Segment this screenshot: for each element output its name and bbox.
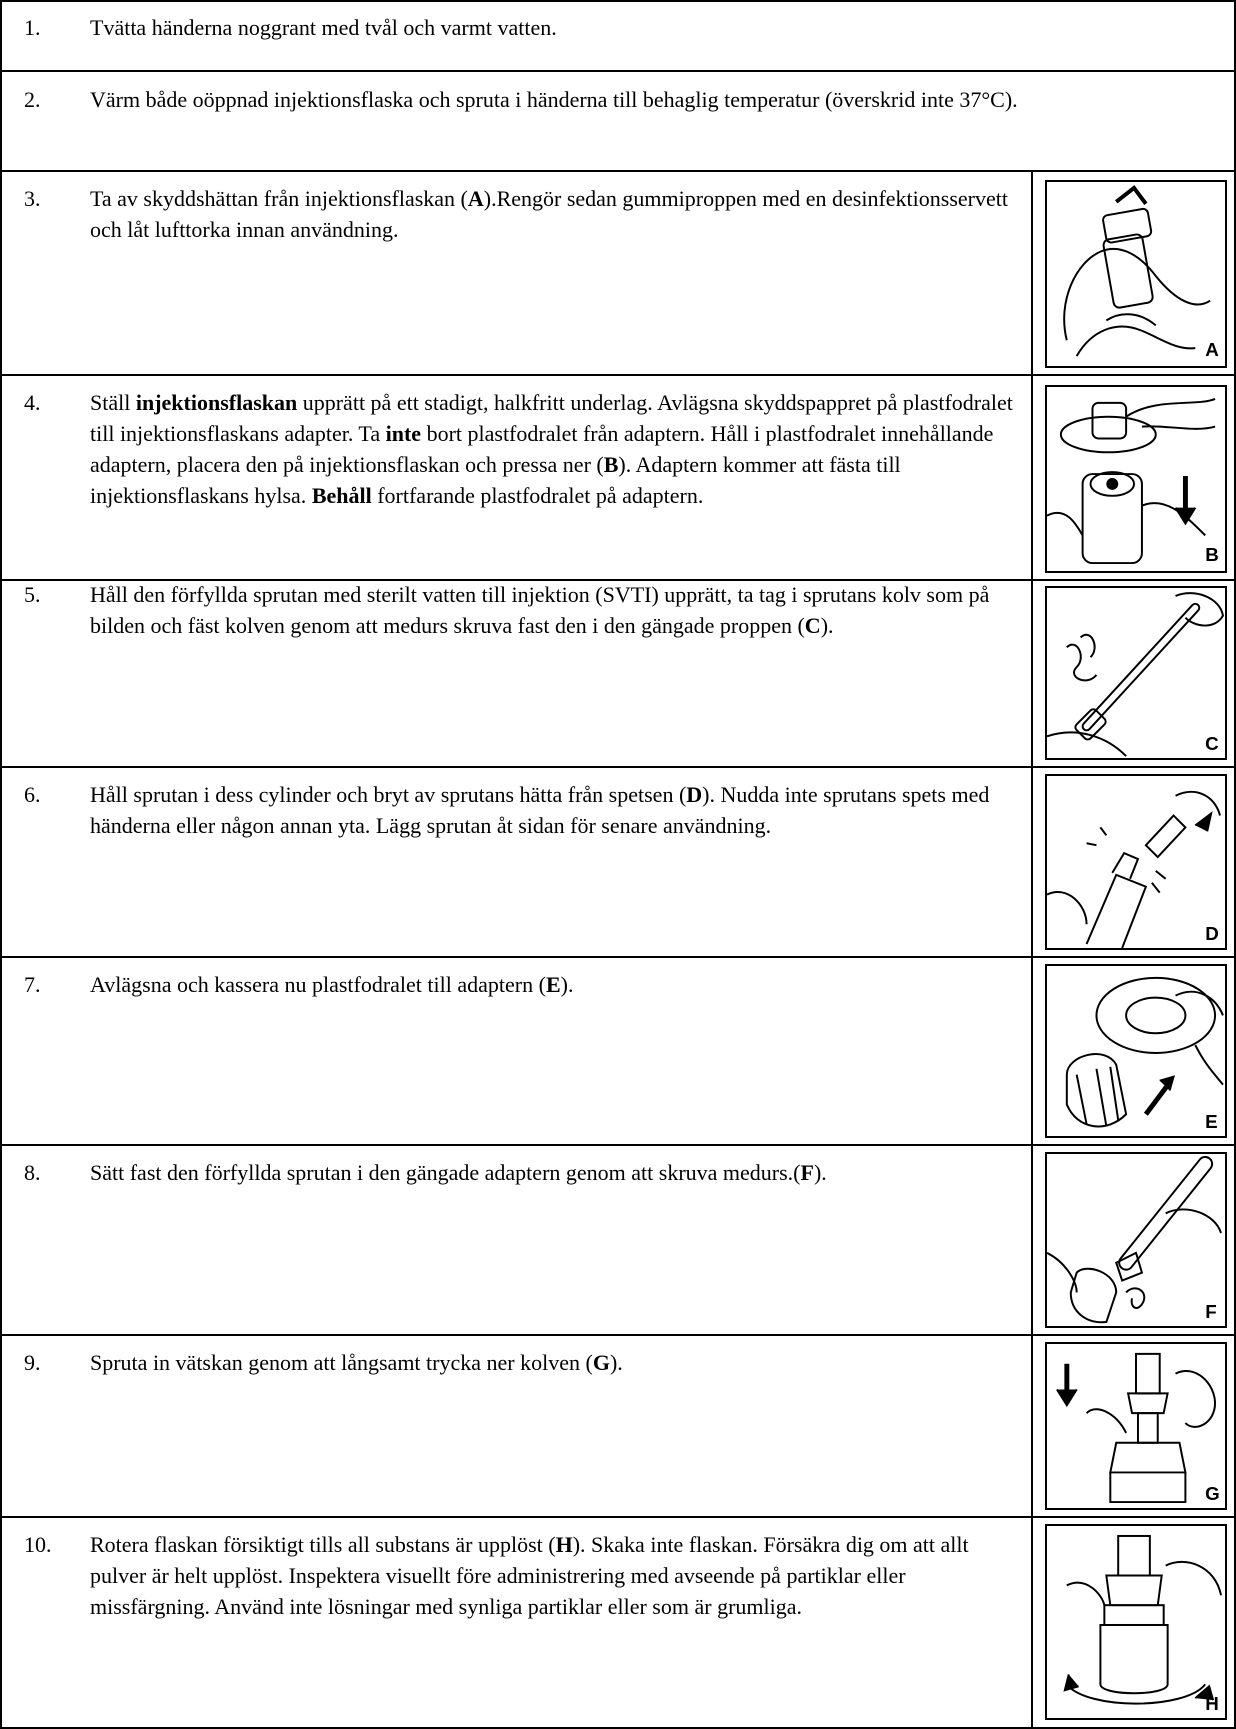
- remove-package-illustration: [1045, 964, 1227, 1138]
- step-number: 2.: [24, 87, 41, 112]
- step-number: 9.: [24, 1350, 41, 1375]
- step-text-run: Värm både oöppnad injektionsflaska och spruta i händerna till behaglig temperatur (överskrid inte 37°C).: [90, 87, 1018, 112]
- syringe-cap-break-illustration: [1045, 774, 1227, 950]
- figure-letter: G: [1205, 1483, 1220, 1505]
- step-text: [90, 1347, 1015, 1378]
- inject-liquid-illustration: [1045, 1342, 1227, 1510]
- step-text-run: ). Skaka inte flaskan. Försäkra dig om att allt pulver är helt upplöst. Inspektera visuellt före administrering med avseende på partiklar eller missfärgning. Använd inte lösningar med synliga partiklar eller som är grumliga.: [90, 1532, 969, 1619]
- step-text-bold: Behåll: [311, 483, 372, 508]
- step-text-run: Håll den förfyllda sprutan med sterilt vatten till injektion (SVTI) upprätt, ta tag i sprutans kolv som på bilden och fäst kolven genom att medurs skruva fast den i den gängade proppen (: [90, 582, 990, 638]
- step-text-bold: injektionsflaskan: [135, 390, 298, 415]
- step-number: 1.: [24, 15, 41, 40]
- row-divider: [0, 1144, 1236, 1146]
- row-divider: [0, 374, 1236, 376]
- step-text: [90, 12, 1220, 43]
- row-divider: [0, 1334, 1236, 1336]
- swirl-vial-illustration: [1045, 1524, 1227, 1720]
- step-text-run: Tvätta händerna noggrant med tvål och varmt vatten.: [90, 15, 557, 40]
- table-border-top: [0, 0, 1236, 2]
- step-text: [90, 1157, 1015, 1188]
- step-text-run: ).: [820, 613, 834, 638]
- figure-letter: H: [1205, 1693, 1219, 1715]
- step-text-run: Ställ: [90, 390, 136, 415]
- step-text-run: ). Nudda inte sprutans spets med händerna eller någon annan yta. Lägg sprutan åt sidan för senare användning.: [90, 782, 990, 838]
- step-text: [90, 387, 1015, 511]
- step-text-bold: D: [686, 782, 703, 807]
- step-number: 6.: [24, 782, 41, 807]
- step-text-bold: A: [467, 186, 484, 211]
- step-text-run: Sätt fast den förfyllda sprutan i den gängade adaptern genom att skruva medurs.(: [90, 1160, 801, 1185]
- step-text-run: fortfarande plastfodralet på adaptern.: [371, 483, 704, 508]
- step-text-run: ). Adaptern kommer att fästa till injektionsflaskans hylsa.: [90, 452, 901, 508]
- step-number: 7.: [24, 972, 41, 997]
- step-text-bold: inte: [385, 421, 422, 446]
- step-text: [90, 579, 1015, 641]
- step-text-run: Ta av skyddshättan från injektionsflaskan (: [90, 186, 468, 211]
- step-text-bold: F: [800, 1160, 814, 1185]
- step-text-bold: G: [592, 1350, 610, 1375]
- step-text-bold: E: [545, 972, 561, 997]
- image-column-divider: [1031, 170, 1033, 1729]
- row-divider: [0, 170, 1236, 172]
- step-number: 10.: [24, 1532, 52, 1557]
- figure-letter: F: [1205, 1301, 1217, 1323]
- row-divider: [0, 1516, 1236, 1518]
- table-border-left: [0, 0, 2, 1729]
- step-number: 8.: [24, 1160, 41, 1185]
- step-text-run: Spruta in vätskan genom att långsamt trycka ner kolven (: [90, 1350, 593, 1375]
- step-number: 5.: [24, 582, 41, 607]
- attach-syringe-illustration: [1045, 1152, 1227, 1328]
- figure-letter: D: [1205, 923, 1219, 945]
- step-text-run: Håll sprutan i dess cylinder och bryt av sprutans hätta från spetsen (: [90, 782, 687, 807]
- step-text: [90, 969, 1015, 1000]
- step-text: [90, 84, 1220, 115]
- figure-letter: B: [1205, 544, 1219, 566]
- figure-letter: C: [1205, 733, 1219, 755]
- step-text-bold: B: [603, 452, 619, 477]
- step-number: 3.: [24, 186, 41, 211]
- step-text-bold: C: [804, 613, 821, 638]
- row-divider: [0, 70, 1236, 72]
- step-number: 4.: [24, 390, 41, 415]
- plunger-screw-illustration: [1045, 586, 1227, 760]
- step-text-run: Rotera flaskan försiktigt tills all substans är upplöst (: [90, 1532, 556, 1557]
- step-text-run: Avlägsna och kassera nu plastfodralet till adaptern (: [90, 972, 546, 997]
- step-text-run: ).: [560, 972, 574, 997]
- step-text-run: upprätt på ett stadigt, halkfritt underlag. Avlägsna skyddspappret på plastfodralet till injektionsflaskans adapter. Ta: [90, 390, 1013, 446]
- step-text-run: bort plastfodralet från adaptern. Håll i plastfodralet innehållande adaptern, placera den på injektionsflaskan och pressa ner (: [90, 421, 994, 477]
- step-text: [90, 183, 1015, 245]
- step-text: [90, 1529, 1015, 1622]
- row-divider: [0, 766, 1236, 768]
- row-divider: [0, 956, 1236, 958]
- figure-letter: A: [1205, 339, 1219, 361]
- step-text-bold: H: [555, 1532, 573, 1557]
- step-text-run: ).: [813, 1160, 827, 1185]
- vial-cap-removal-illustration: [1045, 180, 1227, 368]
- adapter-press-illustration: [1045, 385, 1227, 573]
- step-text-run: ).: [609, 1350, 623, 1375]
- figure-letter: E: [1205, 1111, 1218, 1133]
- step-text: [90, 779, 1015, 841]
- step-text-run: ).Rengör sedan gummiproppen med en desinfektionsservett och låt lufttorka innan användning.: [90, 186, 1008, 242]
